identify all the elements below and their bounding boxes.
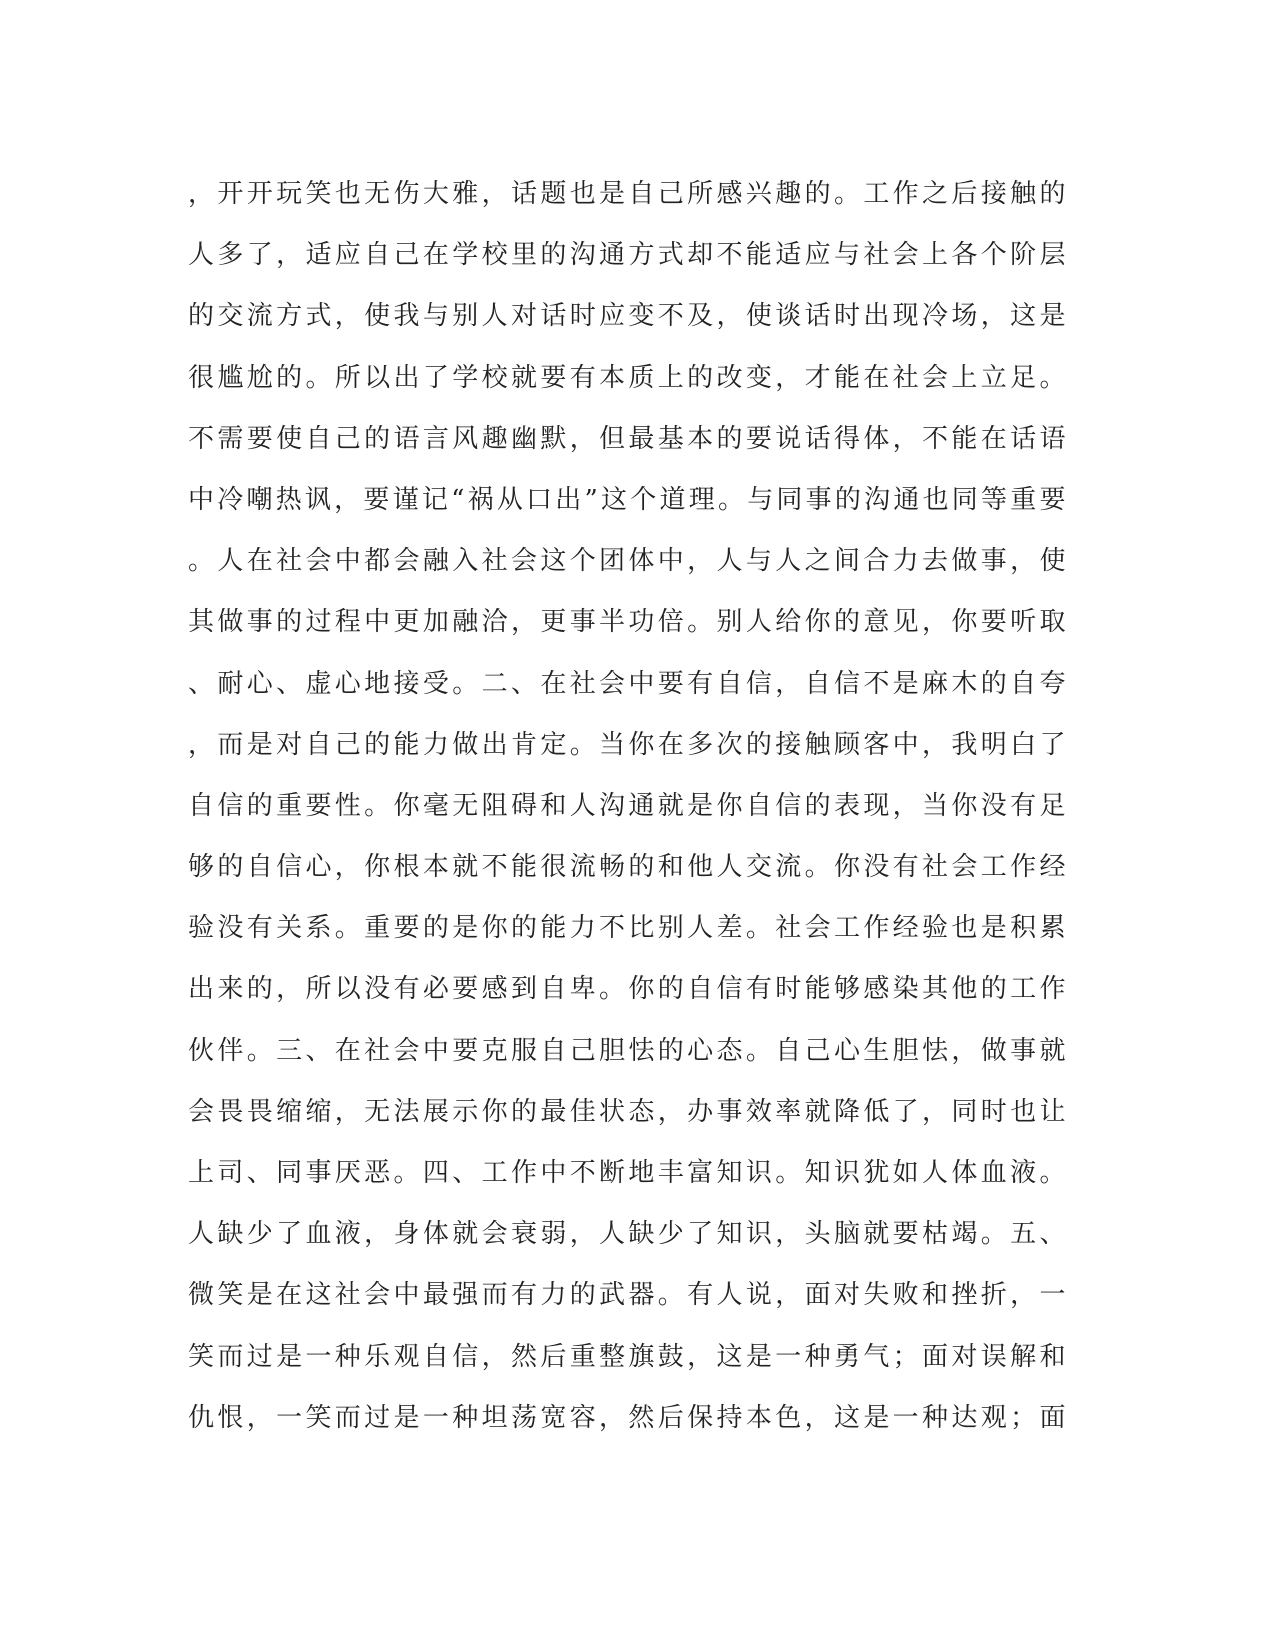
text-line: 伙伴。三、在社会中要克服自己胆怯的心态。自己心生胆怯，做事就 — [188, 1035, 1068, 1066]
text-line: 其做事的过程中更加融洽，更事半功倍。别人给你的意见，你要听取 — [188, 607, 1068, 638]
body-text — [188, 164, 1068, 1449]
text-line: 不需要使自己的语言风趣幽默，但最基本的要说话得体，不能在话语 — [188, 423, 1068, 454]
text-line: 中冷嘲热讽，要谨记“祸从口出”这个道理。与同事的沟通也同等重要 — [188, 484, 1068, 515]
text-line: 、耐心、虚心地接受。二、在社会中要有自信，自信不是麻木的自夸 — [188, 668, 1068, 699]
text-line: 会畏畏缩缩，无法展示你的最佳状态，办事效率就降低了，同时也让 — [188, 1096, 1068, 1127]
text-line: 够的自信心，你根本就不能很流畅的和他人交流。你没有社会工作经 — [188, 852, 1068, 883]
text-line: 人多了，适应自己在学校里的沟通方式却不能适应与社会上各个阶层 — [188, 240, 1068, 271]
text-line: 。人在社会中都会融入社会这个团体中，人与人之间合力去做事，使 — [188, 546, 1068, 577]
text-line: 笑而过是一种乐观自信，然后重整旗鼓，这是一种勇气；面对误解和 — [188, 1341, 1068, 1372]
text-line: 微笑是在这社会中最强而有力的武器。有人说，面对失败和挫折，一 — [188, 1280, 1068, 1311]
text-line: 出来的，所以没有必要感到自卑。你的自信有时能够感染其他的工作 — [188, 974, 1068, 1005]
text-line: 人缺少了血液，身体就会衰弱，人缺少了知识，头脑就要枯竭。五、 — [188, 1219, 1068, 1250]
text-line: 的交流方式，使我与别人对话时应变不及，使谈话时出现冷场，这是 — [188, 301, 1068, 332]
text-line: 仇恨，一笑而过是一种坦荡宽容，然后保持本色，这是一种达观；面 — [188, 1402, 1068, 1433]
text-line: 上司、同事厌恶。四、工作中不断地丰富知识。知识犹如人体血液。 — [188, 1158, 1068, 1188]
text-line: ，而是对自己的能力做出肯定。当你在多次的接触顾客中，我明白了 — [188, 729, 1068, 760]
text-line: ，开开玩笑也无伤大雅，话题也是自己所感兴趣的。工作之后接触的 — [188, 179, 1068, 209]
text-line: 自信的重要性。你毫无阻碍和人沟通就是你自信的表现，当你没有足 — [188, 790, 1068, 821]
text-line: 验没有关系。重要的是你的能力不比别人差。社会工作经验也是积累 — [188, 913, 1068, 944]
text-line: 很尴尬的。所以出了学校就要有本质上的改变，才能在社会上立足。 — [188, 362, 1068, 393]
